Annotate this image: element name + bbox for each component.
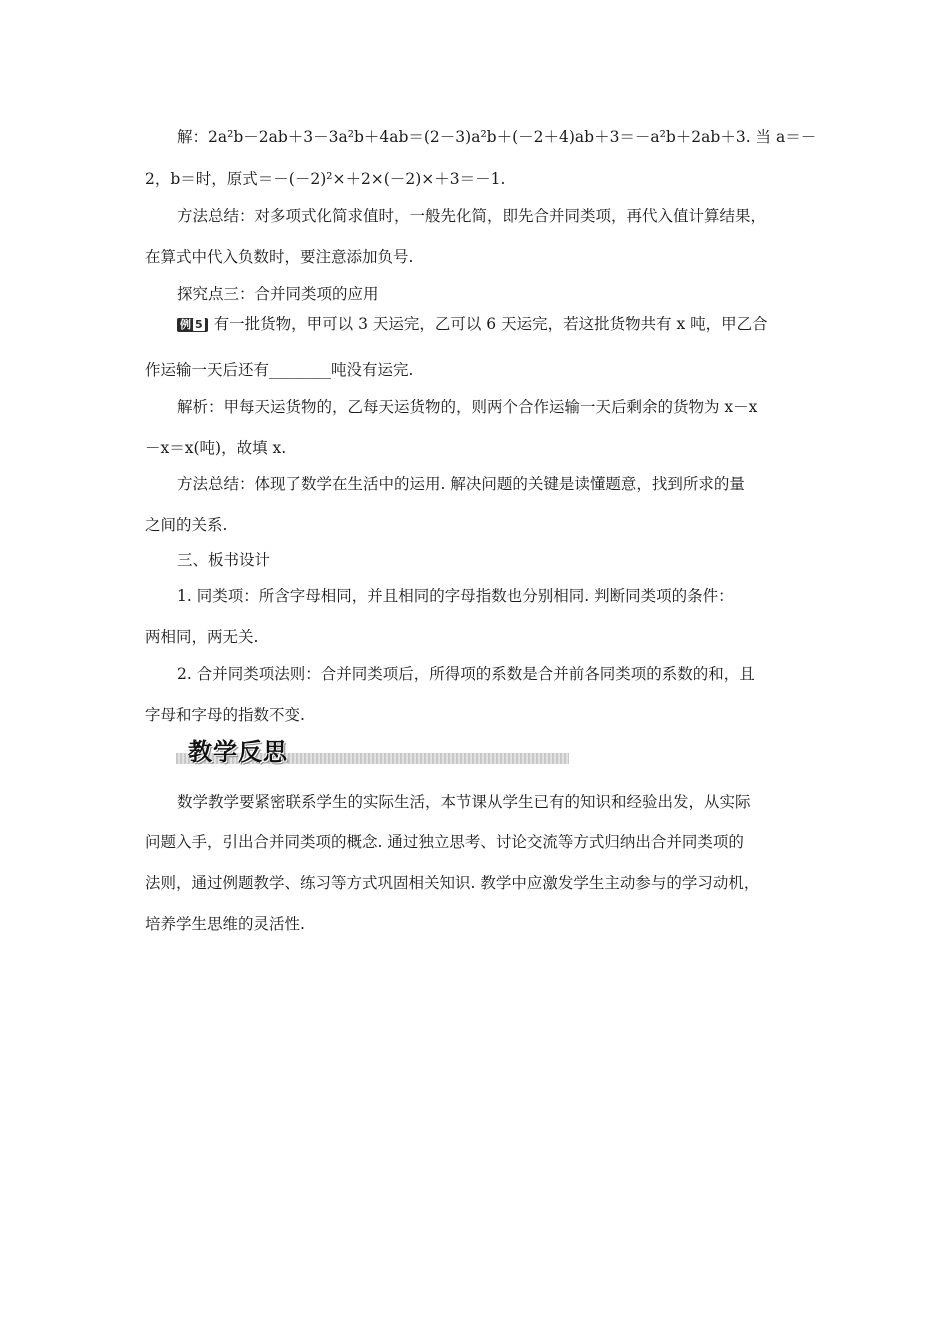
solution-line-1: 解：2a²b－2ab＋3－3a²b＋4ab＝(2－3)a²b＋(－2＋4)ab＋3＝－a²b＋2ab＋3. 当 a＝－ bbox=[177, 128, 817, 146]
example-badge-number: 5 bbox=[195, 318, 203, 331]
banner-title: 教学反思 bbox=[188, 738, 288, 766]
reflection-line-3: 法则，通过例题教学、练习等方式巩固相关知识. 教学中应激发学生主动参与的学习动机， bbox=[145, 874, 760, 892]
method-summary2-line-2: 之间的关系. bbox=[145, 516, 228, 534]
board-item-2-line-1: 2. 合并同类项法则：合并同类项后，所得项的系数是合并前各同类项的系数的和，且 bbox=[177, 665, 755, 683]
analysis-line-2: －x＝x(吨)，故填 x. bbox=[145, 439, 287, 457]
method-summary2-line-1: 方法总结：体现了数学在生活中的运用. 解决问题的关键是读懂题意，找到所求的量 bbox=[177, 475, 745, 493]
reflection-line-4: 培养学生思维的灵活性. bbox=[145, 915, 305, 933]
board-design-heading: 三、板书设计 bbox=[177, 551, 271, 569]
board-item-2-line-2: 字母和字母的指数不变. bbox=[145, 706, 305, 724]
board-item-1-line-1: 1. 同类项：所含字母相同，并且相同的字母指数也分别相同. 判断同类项的条件： bbox=[177, 587, 734, 605]
example-badge-label: 例 bbox=[180, 318, 191, 331]
example-text: 有一批货物，甲可以 3 天运完，乙可以 6 天运完，若这批货物共有 x 吨，甲乙合 bbox=[213, 315, 768, 333]
explore-point-heading: 探究点三：合并同类项的应用 bbox=[177, 285, 379, 303]
example-line-2: 作运输一天后还有________吨没有运完. bbox=[145, 361, 414, 379]
method-summary-line-1: 方法总结：对多项式化简求值时，一般先化简，即先合并同类项，再代入值计算结果， bbox=[177, 207, 767, 225]
analysis-line-1: 解析：甲每天运货物的，乙每天运货物的，则两个合作运输一天后剩余的货物为 x－x bbox=[177, 398, 758, 416]
example-line-1 bbox=[177, 314, 810, 334]
reflection-line-1: 数学教学要紧密联系学生的实际生活，本节课从学生已有的知识和经验出发，从实际 bbox=[177, 793, 751, 811]
method-summary-line-2: 在算式中代入负数时，要注意添加负号. bbox=[145, 248, 414, 266]
example-badge bbox=[177, 318, 208, 332]
board-item-1-line-2: 两相同，两无关. bbox=[145, 628, 259, 646]
solution-line-2: 2，b＝时，原式＝－(－2)²×＋2×(－2)×＋3＝－1. bbox=[145, 170, 506, 188]
reflection-line-2: 问题入手，引出合并同类项的概念. 通过独立思考、讨论交流等方式归纳出合并同类项的 bbox=[145, 833, 744, 851]
reflection-banner bbox=[176, 734, 569, 774]
